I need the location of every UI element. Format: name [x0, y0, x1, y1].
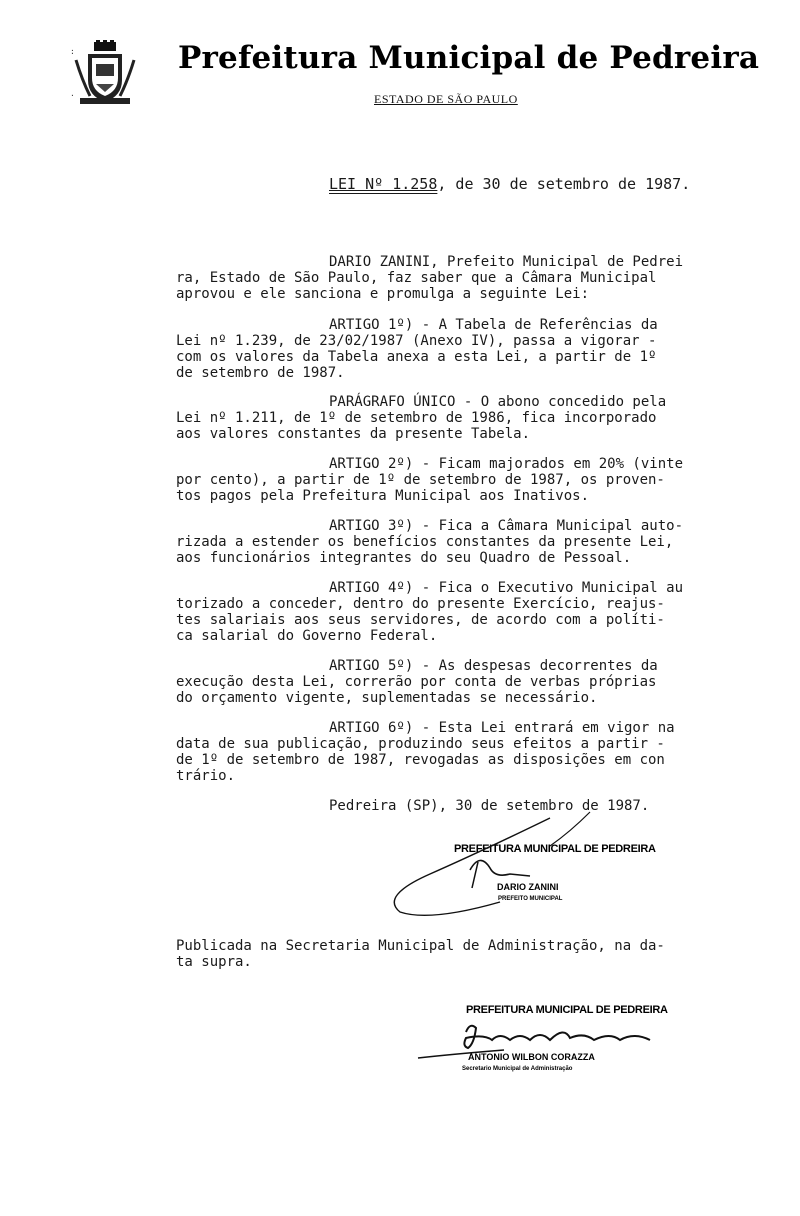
publication-line: Publicada na Secretaria Municipal de Administração, na da-	[176, 938, 665, 954]
body-line: ARTIGO 4º) - Fica o Executivo Municipal au	[329, 580, 684, 596]
body-line: ARTIGO 6º) - Esta Lei entrará em vigor na	[329, 720, 675, 736]
page-subtitle: ESTADO DE SÃO PAULO	[374, 92, 518, 106]
body-line: PARÁGRAFO ÚNICO - O abono concedido pela	[329, 394, 667, 410]
body-line: DARIO ZANINI, Prefeito Municipal de Pedrei	[329, 254, 684, 270]
mayor-role: PREFEITO MUNICIPAL	[498, 896, 563, 902]
mayor-signature-icon	[360, 812, 620, 922]
body-line: aos funcionários integrantes do seu Quadro de Pessoal.	[176, 550, 632, 566]
publication-line: ta supra.	[176, 954, 252, 970]
body-line: Lei nº 1.211, de 1º de setembro de 1986, fica incorporado	[176, 410, 657, 426]
body-line: ARTIGO 3º) - Fica a Câmara Municipal auto-	[329, 518, 684, 534]
body-line: ARTIGO 1º) - A Tabela de Referências da	[329, 317, 658, 333]
svg-text::: :	[70, 47, 75, 56]
body-line: ra, Estado de São Paulo, faz saber que a Câmara Municipal	[176, 270, 657, 286]
mayor-stamp-office: PREFEITURA MUNICIPAL DE PEDREIRA	[454, 843, 656, 855]
body-line: ARTIGO 5º) - As despesas decorrentes da	[329, 658, 658, 674]
body-line: aos valores constantes da presente Tabela.	[176, 426, 531, 442]
secretary-role: Secretario Municipal de Administração	[462, 1066, 573, 1072]
body-line: de 1º de setembro de 1987, revogadas as disposições em con	[176, 752, 665, 768]
law-number: LEI Nº 1.258	[329, 175, 438, 193]
law-heading	[329, 176, 690, 192]
secretary-name: ANTONIO WILBON CORAZZA	[468, 1052, 595, 1062]
date-place-line: Pedreira (SP), 30 de setembro de 1987.	[329, 798, 650, 814]
body-line: tos pagos pela Prefeitura Municipal aos Inativos.	[176, 488, 590, 504]
svg-text:.: .	[70, 89, 75, 98]
body-line: execução desta Lei, correrão por conta de verbas próprias	[176, 674, 657, 690]
body-line: de setembro de 1987.	[176, 365, 345, 381]
body-line: torizado a conceder, dentro do presente Exercício, reajus-	[176, 596, 665, 612]
body-line: por cento), a partir de 1º de setembro de 1987, os proven-	[176, 472, 665, 488]
secretary-stamp-office: PREFEITURA MUNICIPAL DE PEDREIRA	[466, 1004, 668, 1016]
body-line: do orçamento vigente, suplementadas se necessário.	[176, 690, 598, 706]
body-line: aprovou e ele sanciona e promulga a seguinte Lei:	[176, 286, 590, 302]
body-line: data de sua publicação, produzindo seus efeitos a partir -	[176, 736, 665, 752]
body-line: tes salariais aos seus servidores, de acordo com a políti-	[176, 612, 665, 628]
body-line: ARTIGO 2º) - Ficam majorados em 20% (vinte	[329, 456, 684, 472]
coat-of-arms-icon	[70, 40, 140, 106]
body-line: ca salarial do Governo Federal.	[176, 628, 438, 644]
body-line: com os valores da Tabela anexa a esta Lei, a partir de 1º	[176, 349, 657, 365]
body-line: Lei nº 1.239, de 23/02/1987 (Anexo IV), passa a vigorar -	[176, 333, 657, 349]
mayor-name: DARIO ZANINI	[497, 882, 559, 892]
page-title: Prefeitura Municipal de Pedreira	[178, 40, 760, 76]
body-line: trário.	[176, 768, 236, 784]
body-line: rizada a estender os benefícios constantes da presente Lei,	[176, 534, 674, 550]
law-date: , de 30 de setembro de 1987.	[437, 175, 691, 193]
